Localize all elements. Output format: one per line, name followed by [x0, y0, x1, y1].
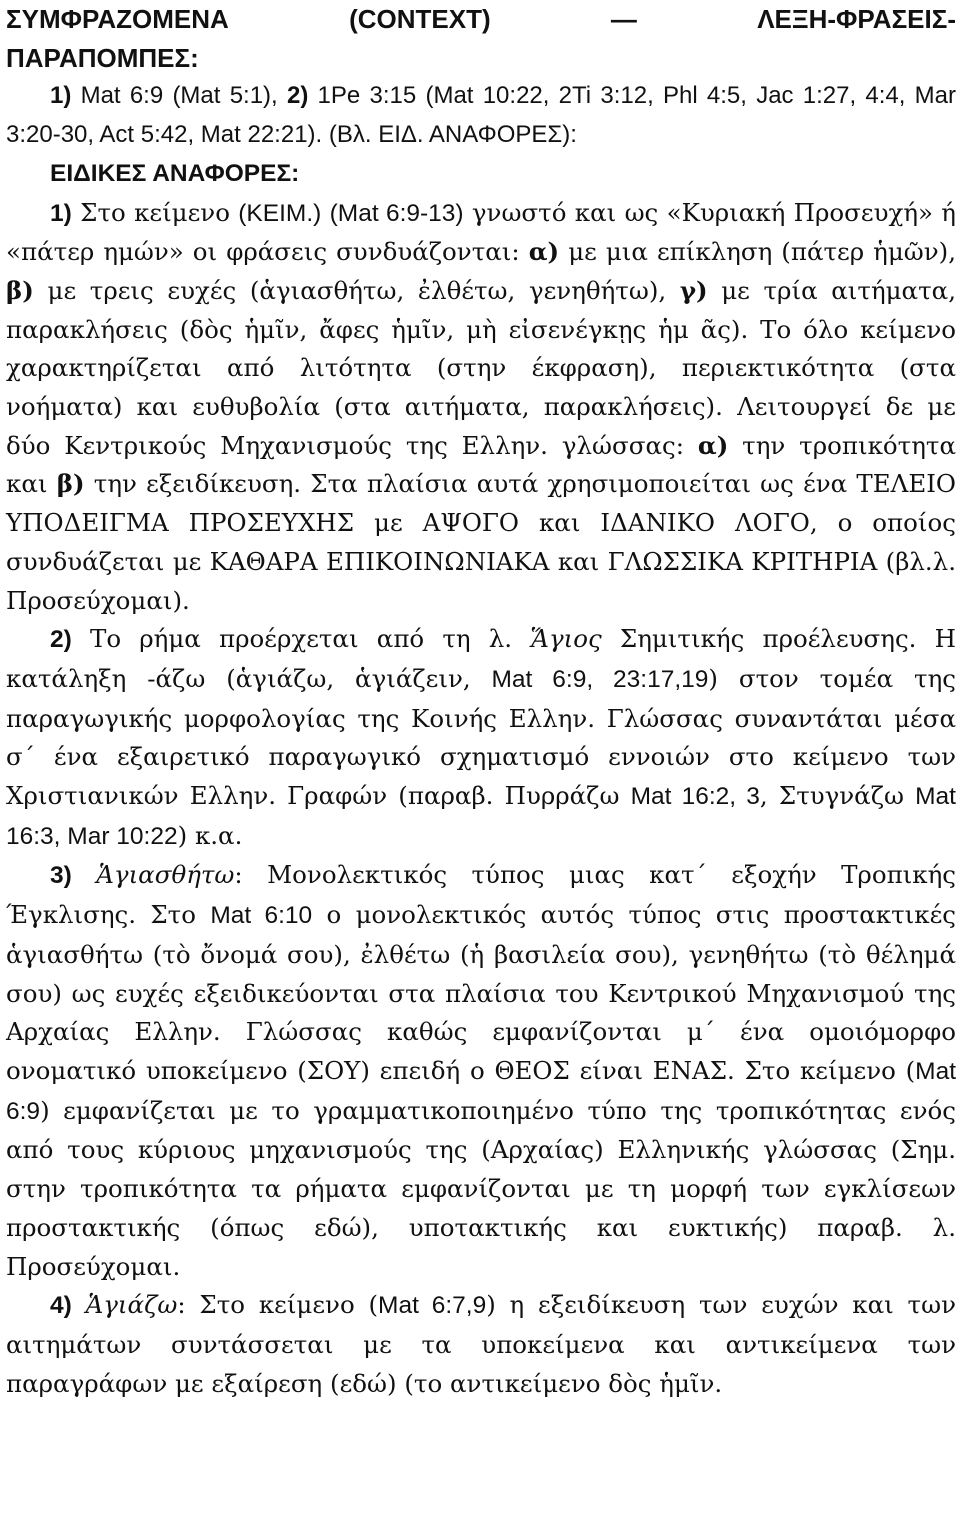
p1-text: την εξειδίκευση. Στα πλαίσια αυτά χρησιμοποιείται ως ένα ΤΕΛΕΙΟ ΥΠΟΔΕΙΓΜΑ ΠΡΟΣΕΥΧΗΣ με ΑΨΟΓΟ και ΙΔΑΝΙΚΟ ΛΟΓΟ, ο οποίος συνδυάζεται με ΚΑΘΑΡΑ ΕΠΙΚΟΙΝΩΝΙΑΚΑ και ΓΛΩΣΣΙΚΑ ΚΡΙΤΗΡΙΑ (βλ.λ. Προσεύχομαι). — [6, 469, 956, 615]
p1-label-b: β) — [6, 275, 34, 305]
p2-text: ) στον τομέα της παραγωγικής μορφολογίας της Κοινής Ελλην. Γλώσσας συναντάται μέσα σ΄ ένα εξαιρετικό παραγωγικό σχηματισμό εννοιών στο κείμενο των Χριστιανικών Ελλην. Γραφών (παραβ. Πυρράζω — [6, 663, 956, 811]
p2-text: , Στυγνάζω — [759, 781, 916, 811]
ref-text-1: Mat 6:9 (Mat 5:1), — [71, 82, 287, 110]
p2-term: Ἅγιος — [530, 624, 602, 654]
p1-text: με τρεις ευχές (ἁγιασθήτω, ἐλθέτω, γενηθήτω), — [33, 275, 680, 305]
p1-text: με τρία αιτήματα, παρακλήσεις (δὸς ἡμῖν, ἄφες ἡμῖν, μὴ εἰσενέγκῃς ἡμ ᾶς). Το όλο κείμενο χαρακτηρίζεται από λιτότητα (στην έκφραση), περιεκτικότητα (στα νοήματα) και ευθυβολία (στα αιτήματα, παρακλήσεις). Λειτουργεί δε με δύο Κεντρικούς Μηχανισμούς της Ελλην. γλώσσας: — [6, 275, 956, 460]
p2-reference: Mat 16:2, 3 — [630, 783, 760, 811]
p1-text — [321, 198, 329, 227]
heading-left: ΣΥΜΦΡΑΖΟΜΕΝΑ — [6, 4, 229, 34]
p1-label-c: γ) — [679, 275, 708, 305]
special-references-heading — [6, 155, 956, 194]
p1-label-a: α) — [528, 237, 560, 267]
p2-text: Το ρήμα προέρχεται από τη λ. — [71, 624, 531, 654]
p2-number: 2) — [50, 626, 72, 654]
p2-reference: Mat 6:9, 23:17,19 — [491, 665, 709, 693]
p1-label-b2: β) — [56, 469, 85, 499]
p1-text: Στο κείμενο — [71, 197, 239, 227]
p1-number: 1) — [50, 199, 72, 227]
p4-reference: Mat 6:7,9 — [378, 1292, 487, 1320]
heading-second-line: ΠΑΡΑΠΟΜΠΕΣ: — [6, 42, 199, 73]
ref-number-2: 2) — [286, 82, 309, 110]
p4-number: 4) — [50, 1292, 72, 1320]
section-heading — [6, 0, 956, 77]
p3-text: ο μονολεκτικός αυτός τύπος στις προστακτικές ἁγιασθήτω (τὸ ὄνομά σου), ἐλθέτω (ἡ βασιλεία σου), γενηθήτω (τὸ θέλημά σου) ως ευχές εξειδικεύονται στα πλαίσια του Κεντρικού Μηχανισμού της Αρχαίας Ελλην. Γλώσσας καθώς εμφανίζονται μ΄ ένα ομοιόμορφο ονοματικό υποκείμενο (ΣΟΥ) επειδή ο ΘΕΟΣ είναι ΕΝΑΣ. Στο κείμενο ( — [6, 900, 956, 1085]
p1-label-a2: α) — [697, 430, 729, 460]
p2-reference: Mat 16:3, Mar 10:22 — [6, 783, 956, 850]
p4-term: Ἁγιάζω — [85, 1290, 178, 1320]
p3-text: ) εμφανίζεται με το γραμματικοποιημένο τύπο της τροπικότητας ενός από τους κύριους μηχανισμούς της (Αρχαίας) Ελληνικής γλώσσας (Σημ. στην τροπικότητα τα ρήματα εμφανίζονται με τη μορφή των εγκλίσεων προστακτικής (όπως εδώ), υποτακτικής και ευκτικής) παραβ. λ. Προσεύχομαι. — [6, 1095, 956, 1281]
p3-number: 3) — [50, 862, 72, 890]
p3-reference: Mat 6:9 — [6, 1057, 956, 1125]
p2-text: ) κ.α. — [177, 820, 243, 850]
p3-text — [72, 860, 96, 889]
ref-text-2: 1Pe 3:15 (Mat 10:22, 2Ti 3:12, Phl 4:5, Jac 1:27, 4:4, Mar 3:20-30, Act 5:42, Mat 22:21). (Βλ. ΕΙΔ. ΑΝΑΦΟΡΕΣ): — [6, 82, 957, 149]
p1-reference: (Mat 6:9-13) — [329, 199, 464, 227]
paragraph-3 — [6, 856, 956, 1286]
p4-text: : Στο κείμενο ( — [177, 1290, 379, 1320]
p3-text: : Μονολεκτικός τύπος μιας κατ΄ εξοχήν Τροπικής Έγκλισης. Στο — [6, 860, 956, 930]
section-heading-line — [6, 0, 956, 39]
p3-reference: Mat 6:10 — [210, 902, 313, 930]
paragraph-2 — [6, 620, 956, 856]
heading-dash: — — [610, 4, 637, 34]
p2-text: Σημιτικής προέλευσης. Η κατάληξη -άζω (ἁγιάζω, ἁγιάζειν, — [6, 624, 956, 693]
paragraph-4 — [6, 1286, 956, 1403]
heading-middle: (CONTEXT) — [349, 4, 491, 34]
p1-text: γνωστό και ως «Κυριακή Προσευχή» ή «πάτερ ημών» οι φράσεις συνδυάζονται: — [6, 197, 956, 267]
p1-text: με μια επίκληση (πάτερ ἡμῶν), — [559, 237, 956, 267]
p4-text — [72, 1290, 86, 1319]
heading-right: ΛΕΞΗ-ΦΡΑΣΕΙΣ- — [757, 4, 956, 34]
special-references-title: ΕΙΔΙΚΕΣ ΑΝΑΦΟΡΕΣ: — [50, 159, 300, 187]
paragraph-1 — [6, 194, 956, 621]
p3-term: Ἁγιασθήτω — [96, 860, 235, 890]
p4-text: ) η εξειδίκευση των ευχών και των αιτημάτων συντάσσεται με τα υποκείμενα και αντικείμενα των παραγράφων με εξαίρεση (εδώ) (το αντικείμενο δὸς ἡμῖν. — [6, 1290, 956, 1398]
p1-keim: (ΚΕΙΜ.) — [238, 199, 322, 227]
ref-number-1: 1) — [50, 82, 72, 110]
references-paragraph — [6, 77, 956, 154]
p1-text: την τροπικότητα και — [6, 430, 956, 499]
